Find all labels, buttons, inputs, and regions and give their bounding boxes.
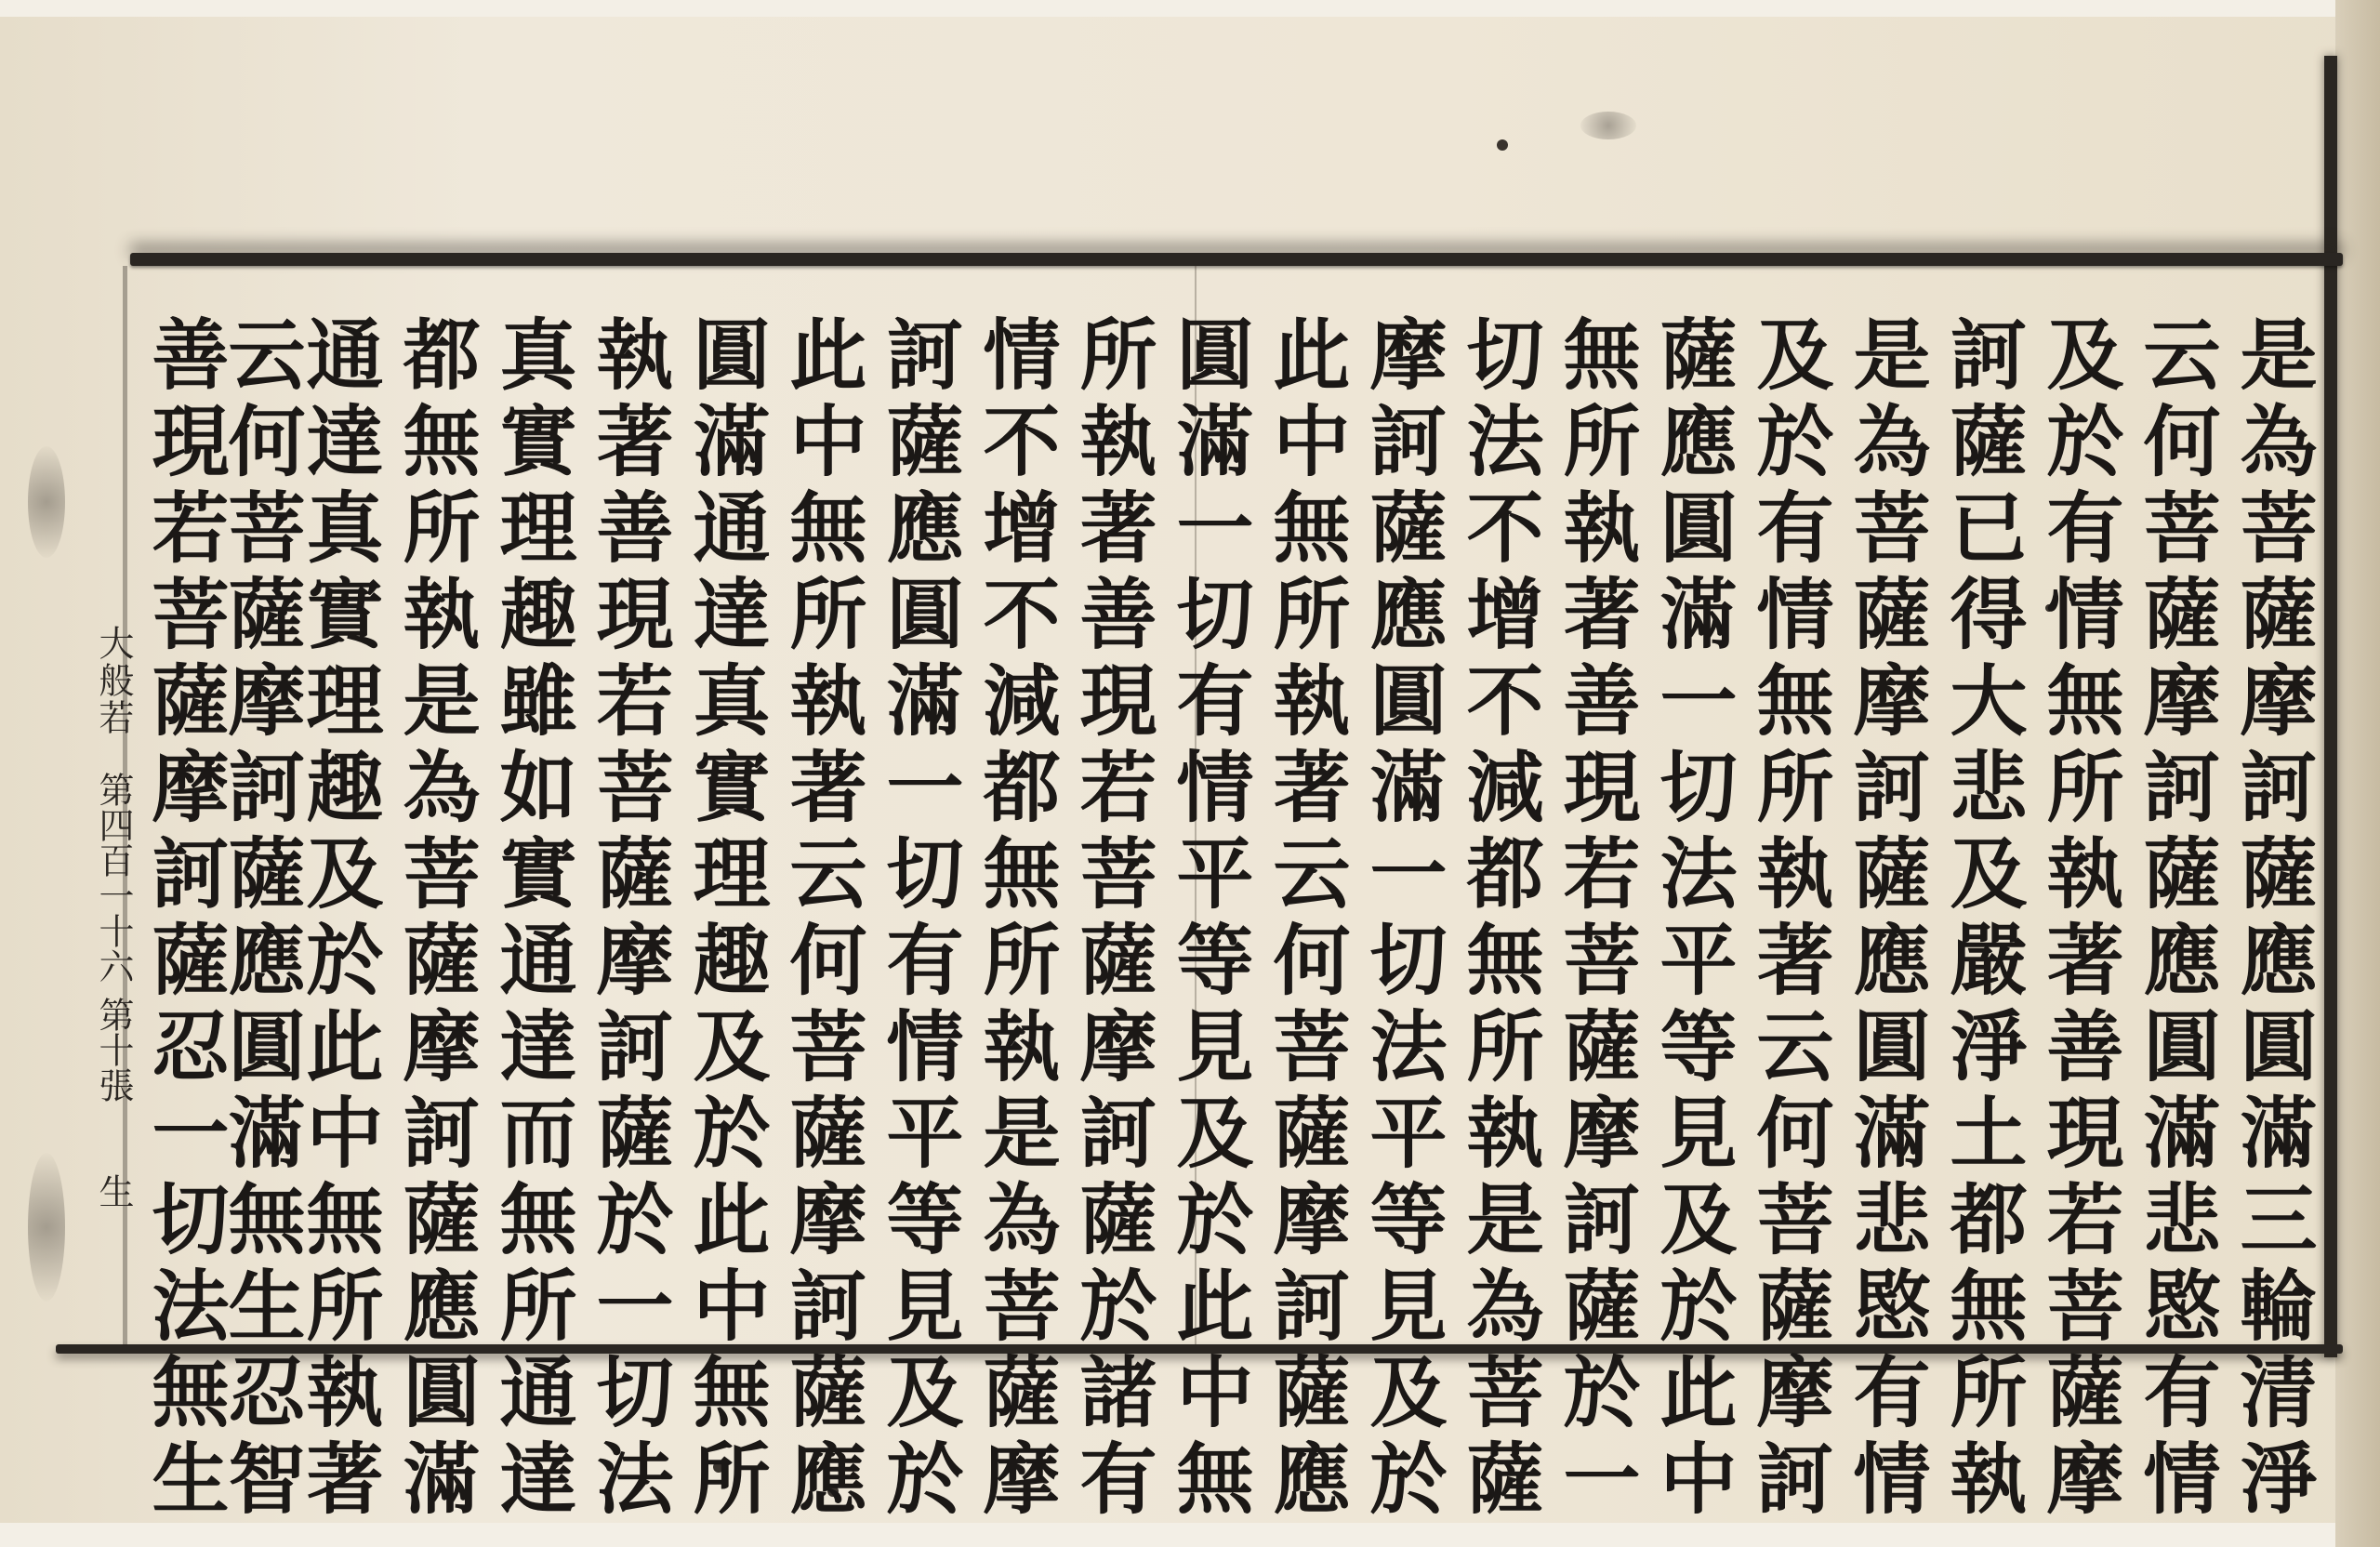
margin-volume-number: 第四百一十六 (93, 772, 134, 984)
text-column-12: 圓滿一切有情平等見及於此中無 (1163, 314, 1254, 1525)
text-column-7: 薩應圓滿一切法平等見及於此中 (1646, 314, 1738, 1525)
margin-sutra-title: 大般若 (93, 625, 134, 736)
text-column-11: 此中無所執著云何菩薩摩訶薩應 (1260, 314, 1351, 1525)
text-column-16: 此中無所執著云何菩薩摩訶薩應 (776, 314, 867, 1525)
text-column-3: 及於有情無所執著善現若菩薩摩 (2033, 314, 2124, 1525)
text-column-6: 及於有情無所執著云何菩薩摩訶 (1743, 314, 1834, 1525)
scan-border-top (0, 0, 2380, 17)
scan-border-bottom (0, 1523, 2380, 1547)
text-column-20: 都無所執是為菩薩摩訶薩應圓滿 (390, 314, 481, 1525)
margin-carver-mark: 生 (93, 1173, 134, 1209)
text-column-21: 通達真實理趣及於此中無所執著 (293, 314, 384, 1525)
ink-smudge (1580, 112, 1636, 139)
text-column-4: 訶薩已得大悲及嚴淨土都無所執 (1937, 314, 2028, 1525)
ink-speck (1497, 139, 1508, 151)
text-column-13: 所執著善現若菩薩摩訶薩於諸有 (1066, 314, 1157, 1525)
text-column-14: 情不增不減都無所執是為菩薩摩 (970, 314, 1061, 1525)
ink-smudge (28, 446, 65, 558)
block-right-border (2324, 56, 2337, 1357)
book-spine-edge (2335, 0, 2380, 1547)
text-column-19: 真實理趣雖如實通達而無所通達 (486, 314, 577, 1525)
text-column-8: 無所執著善現若菩薩摩訶薩於一 (1550, 314, 1641, 1525)
text-column-23: 善現若菩薩摩訶薩忍一切法無生 (139, 314, 230, 1525)
text-column-18: 執著善現若菩薩摩訶薩於一切法 (583, 314, 674, 1525)
text-column-10: 摩訶薩應圓滿一切法平等見及於 (1356, 314, 1448, 1525)
text-column-15: 訶薩應圓滿一切有情平等見及於 (873, 314, 964, 1525)
text-column-1: 是為菩薩摩訶薩應圓滿三輪清淨 (2227, 314, 2318, 1525)
text-column-5: 是為菩薩摩訶薩應圓滿悲愍有情 (1840, 314, 1931, 1525)
text-column-9: 切法不增不減都無所執是為菩薩 (1453, 314, 1544, 1525)
margin-sheet-number: 第十張 (93, 997, 134, 1103)
text-column-17: 圓滿通達真實理趣及於此中無所 (680, 314, 771, 1525)
text-column-22: 云何菩薩摩訶薩應圓滿無生忍智 (215, 314, 306, 1525)
ink-smudge (28, 1153, 65, 1302)
block-top-border (130, 253, 2343, 266)
text-column-2: 云何菩薩摩訶薩應圓滿悲愍有情 (2130, 314, 2221, 1525)
